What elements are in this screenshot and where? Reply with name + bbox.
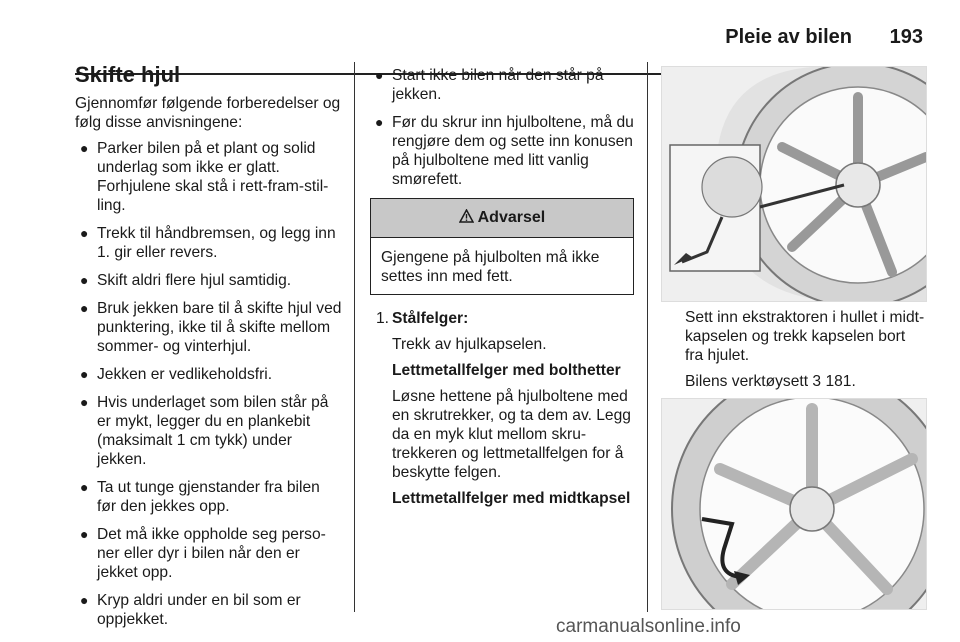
page-number: 193 — [889, 26, 923, 48]
bullet-icon: ● — [80, 479, 89, 495]
list-item: ● Før du skrur inn hjulboltene, må du rengjøre dem og sette inn konusen på hjulboltene med litt vanlig smørefett. — [375, 114, 634, 188]
list-item: ● Det må ikke oppholde seg perso-ner eller dyr i bilen når den er jekket opp. — [80, 526, 326, 581]
step-text: Løsne hettene på hjulboltene med en skrutrekker, og ta dem av. Legg da en myk klut mellom skru-trekkeren og lettmetallfelgen for å beskytte felgen. — [392, 388, 631, 481]
alloy-wheel-illustration — [661, 398, 927, 610]
page-header — [0, 26, 960, 52]
column-divider-right — [647, 62, 648, 612]
bullet-icon: ● — [80, 366, 89, 382]
section-heading: Skifte hjul — [75, 62, 181, 87]
warning-text: Gjengene på hjulbolten må ikke settes inn med fett. — [381, 249, 600, 285]
warning-header — [371, 199, 633, 238]
column-3 — [661, 66, 925, 610]
step-number: 1. — [376, 310, 390, 327]
list-item: ● Hvis underlaget som bilen står på er mykt, legger du en plankebit (maksimalt 1 cm tykk) under jekken. — [80, 394, 329, 468]
list-item: ● Skift aldri flere hjul samtidig. — [80, 272, 292, 289]
list-item: ● Start ikke bilen når den står på jekken. — [375, 67, 604, 103]
bullet-icon: ● — [80, 526, 89, 542]
step-label: Stålfelger: — [392, 310, 469, 327]
step-subheading: Lettmetallfelger med bolthetter — [392, 362, 621, 379]
list-item: ● Bruk jekken bare til å skifte hjul ved punktering, ikke til å skifte mellom sommer- og vinterhjul. — [80, 300, 342, 355]
page-ref-symbol: 3 — [812, 373, 822, 390]
bullet-icon: ● — [375, 114, 384, 130]
column-divider-left — [354, 62, 355, 612]
list-item: ● Parker bilen på et plant og solid underlag som ikke er glatt. Forhjulene skal stå i rett-fram-stil-ling. — [80, 140, 329, 214]
list-item: ● Jekken er vedlikeholdsfri. — [80, 366, 273, 383]
hubcap-extractor-illustration — [661, 66, 927, 302]
page-ref-number: 181. — [825, 373, 856, 390]
list-item: ● Kryp aldri under en bil som er oppjekket. — [80, 592, 301, 628]
toolkit-reference: Bilens verktøysett 3 181. — [685, 373, 856, 390]
column-1 — [75, 62, 343, 638]
bullet-icon: ● — [375, 67, 384, 83]
bullet-icon: ● — [80, 272, 89, 288]
warning-triangle-icon — [459, 209, 478, 226]
intro-text: Gjennomfør følgende forberedelser og følg disse anvisningene: — [75, 95, 341, 131]
precaution-list — [75, 139, 343, 629]
step-text: Trekk av hjulkapselen. — [392, 336, 547, 353]
header-title: Pleie av bilen — [725, 26, 852, 48]
list-item: ● Ta ut tunge gjenstander fra bilen før den jekkes opp. — [80, 479, 320, 515]
bullet-icon: ● — [80, 592, 89, 608]
bullet-icon: ● — [80, 140, 89, 156]
step-1 — [370, 309, 634, 508]
list-item: ● Trekk til håndbremsen, og legg inn 1. gir eller revers. — [80, 225, 336, 261]
step-subheading: Lettmetallfelger med midtkapsel — [392, 490, 631, 507]
bullet-icon: ● — [80, 300, 89, 316]
warning-title: Advarsel — [477, 209, 546, 226]
bullet-icon: ● — [80, 225, 89, 241]
column-2 — [370, 66, 634, 515]
bullet-icon: ● — [80, 394, 89, 410]
warning-box — [370, 198, 634, 295]
figure-caption: Sett inn ekstraktoren i hullet i midt-kapselen og trekk kapselen bort fra hjulet. — [685, 309, 925, 364]
watermark-text: carmanualsonline.info — [556, 616, 741, 637]
precaution-list-continued — [370, 66, 634, 189]
